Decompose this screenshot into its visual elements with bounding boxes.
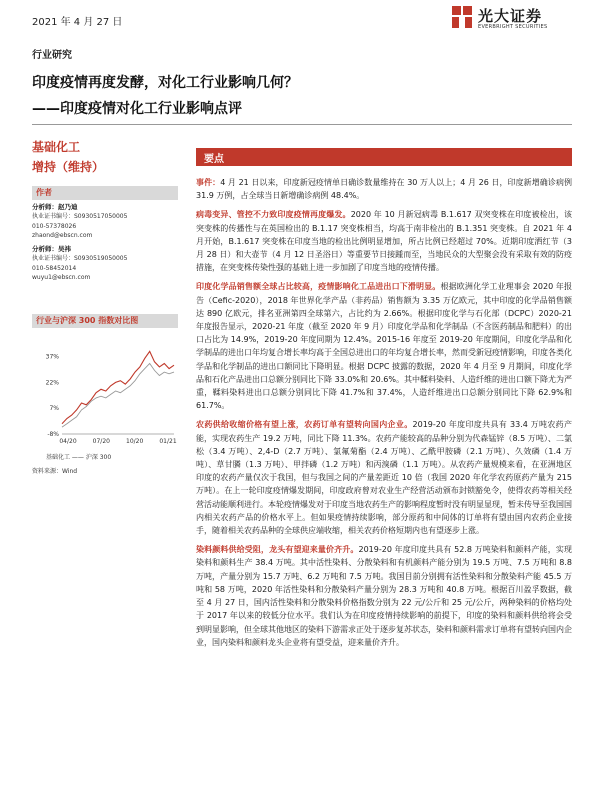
- paragraph-text: 根据欧洲化学工业理事会 2020 年报告（Cefic-2020），2018 年世界化学产品（非药品）销售额为 3.35 万亿欧元，其中印度的化学品销售额达 890 亿欧元，排名亚洲第四全球第六，占比约为 2.66%。根据印度化学与石化部（DCPC）2020-21 年度报告显示，2020-21 年度（截至 2020 年 9 月）印度化学品和化学制品（不含医药制品和肥料）的出口占比为 14.9%，2019-20 年度同期为 12.4%。2015-16 年度至 2019-20 年度期间，印度化学品和化学制品的进出口年均复合增长率均高于全国总进出口的年均复合增长率，然而受新冠疫情影响，印度各类化学品和化学制品的进出口额同比下降明显。根据 DCPC 披露的数据，2020 年 4 月至 9 月期间，印度化学品和石化产品进出口总额分别同比下降 33.0%和 20.6%。其中鞣料染料、人造纤维的进出口额下降尤为严重，鞣料染料进出口总额分别同比下降 41.7%和 37.4%，人造纤维进出口总额分别同比下降 62.9%和 61.7%。: [196, 282, 572, 411]
- analyst-1: [32, 203, 182, 241]
- x-tick-label: 01/21: [159, 438, 177, 445]
- report-body: [196, 176, 572, 655]
- analyst-2-cert: 执业证书编号：S0930519050005: [32, 255, 128, 263]
- brand-name-en: EVERBRIGHT SECURITIES: [478, 24, 548, 30]
- report-category: 行业研究: [32, 50, 72, 61]
- analyst-2-phone: 010-58452014: [32, 264, 77, 272]
- everbright-logo-icon: [450, 4, 474, 30]
- analyst-1-name: 分析师：赵乃迪: [32, 203, 78, 211]
- paragraph-virus: [196, 208, 572, 274]
- paragraph-event: [196, 176, 572, 202]
- paragraph-dyes: [196, 543, 572, 649]
- report-subtitle: ——印度疫情对化工行业影响点评: [32, 101, 242, 117]
- analyst-2-name: 分析师：吴祎: [32, 245, 71, 253]
- y-tick-label: 7%: [49, 405, 59, 413]
- paragraph-lead: 病毒变异、管控不力致印度疫情再度爆发。: [196, 210, 351, 220]
- x-tick-label: 07/20: [92, 438, 110, 445]
- header-divider: [32, 124, 572, 125]
- chart-legend: 基础化工 —— 沪深 300: [46, 454, 112, 461]
- paragraph-chemicals: [196, 280, 572, 412]
- paragraph-pesticides: [196, 418, 572, 537]
- brand-name: 光大证券: [478, 7, 543, 25]
- paragraph-text: 2019-20 年度印度共具有 52.8 万吨染料和颜料产能，实现染料和颜料生产 38.4 万吨。其中活性染料、分散染料和有机颜料产能分别为 19.5 万吨、7.5 万吨和 8.8 万吨，产量分别为 15.7 万吨、6.2 万吨和 7.5 万吨。我国目前分别拥有活性染料和分散染料产能 45.5 万吨和 58 万吨，2020 年活性染料和分散染料产量分别为 28.3 万吨和 40.8 万吨。根据百川盈孚数据，截至 4 月 27 日，国内活性染料和分散染料价格指数分别为 22 元/公斤和 25 元/公斤，两种染料的价格均处于 2017 年以来的较低分位水平。我们认为在印度疫情持续影响的前提下，印度的染料和颜料供给将会受到明显影响，但全球其他地区的染料下游需求正处于逐步复苏状态，染料和颜料需求订单将有望转向国内企业，国内染料和颜料龙头企业将有望受益，迎来量价齐升。: [196, 545, 572, 647]
- report-title: 印度疫情再度发酵，对化工行业影响几何？: [32, 75, 298, 91]
- series-line-chemicals: [62, 351, 174, 423]
- y-tick-label: 37%: [45, 353, 59, 361]
- paragraph-text: 4 月 21 日以来，印度新冠疫情单日确诊数量维持在 30 万人以上；4 月 26 日，印度新增确诊病例 31.9 万例，占全球当日新增确诊病例 48.4%。: [196, 178, 573, 201]
- analyst-1-email[interactable]: zhaond@ebscn.com: [32, 232, 93, 240]
- chart-source: 资料来源：Wind: [32, 468, 78, 475]
- paragraph-lead: 农药供给收缩价格有望上涨，农药订单有望转向国内企业。: [196, 420, 413, 430]
- series-line-hs300: [62, 364, 174, 428]
- analyst-1-cert: 执业证书编号：S0930517050005: [32, 213, 128, 221]
- chart-heading: 行业与沪深 300 指数对比图: [32, 314, 178, 328]
- paragraph-lead: 染料颜料供给受阻，龙头有望迎来量价齐升。: [196, 545, 359, 555]
- y-tick-label: 22%: [45, 379, 59, 387]
- x-tick-label: 04/20: [59, 438, 77, 445]
- analyst-1-phone: 010-57378026: [32, 222, 77, 230]
- sector-rating: 增持（维持）: [32, 160, 105, 174]
- paragraph-text: 2019-20 年度印度共具有 33.4 万吨农药产能，实现农药生产 19.2 万吨，同比下降 11.3%。农药产能较高的品种分别为代森锰锌（8.5 万吨）、二氯松（3.4 万吨）、2,4-D（2.7 万吨）、氯氟菊酯（2.4 万吨）、乙酰甲胺磷（2.1 万吨）、久效磷（1.4 万吨）、草甘膦（1.3 万吨）、甲拌磷（1.2 万吨）和丙溴磷（1.1 万吨）。从农药产量规模来看，在亚洲地区印度的农药产量仅次于我国，但与我国之间的产量差距近 10 倍（我国 2020 年化学农药原药产量为 215 万吨）。在上一轮印度疫情爆发期间，印度政府曾对农业生产经营活动颁布封锁豁免令，使得农药等相关经营活动能顺利进行。本轮疫情爆发对于印度当地农药生产的影响程度暂时没有明显显现，暂未传导至我国国内相关农药产品的价格水平上。但如果疫情持续影响，部分原药和中间体的订单将有望由国内农药企业接手，随着相关农药品种的全球供应端收缩，相关农药价格短期内也有望逐步上涨。: [196, 420, 572, 536]
- authors-heading: 作者: [32, 186, 178, 200]
- analyst-2-email[interactable]: wuyu1@ebscn.com: [32, 274, 91, 282]
- report-date: 2021 年 4 月 27 日: [32, 17, 123, 28]
- brand-logo: [450, 4, 590, 34]
- key-points-label: 要点: [204, 154, 224, 165]
- y-tick-label: -8%: [47, 431, 59, 438]
- index-comparison-chart: [32, 342, 182, 484]
- key-points-bar: [196, 148, 572, 166]
- paragraph-lead: 印度化学品销售额全球占比较高，疫情影响化工品进出口下滑明显。: [196, 282, 441, 292]
- paragraph-lead: 事件：: [196, 178, 221, 187]
- x-tick-label: 10/20: [126, 438, 144, 445]
- chart-svg: [32, 342, 182, 452]
- paragraph-text: 2020 年 10 月新冠病毒 B.1.617 双突变株在印度被检出，该突变株的传播性与在英国检出的 B.1.17 突变株相当，均高于南非检出的 B.1.351 突变株。自 2021 年 4 月开始，B.1.617 突变株在印度当地的检出比例明显增加，所占比例已经超过 70%。近期印度洒红节（3 月 28 日）和大壶节（4 月 12 日圣浴日）等重要节日接踵而至，当地民众的大型聚会没有采取有效的防疫措施，在突变株传染性强的基础上进一步加剧了印度当地的疫情传播。: [196, 210, 573, 273]
- analyst-2: [32, 245, 182, 283]
- sector-name: 基础化工: [32, 140, 81, 154]
